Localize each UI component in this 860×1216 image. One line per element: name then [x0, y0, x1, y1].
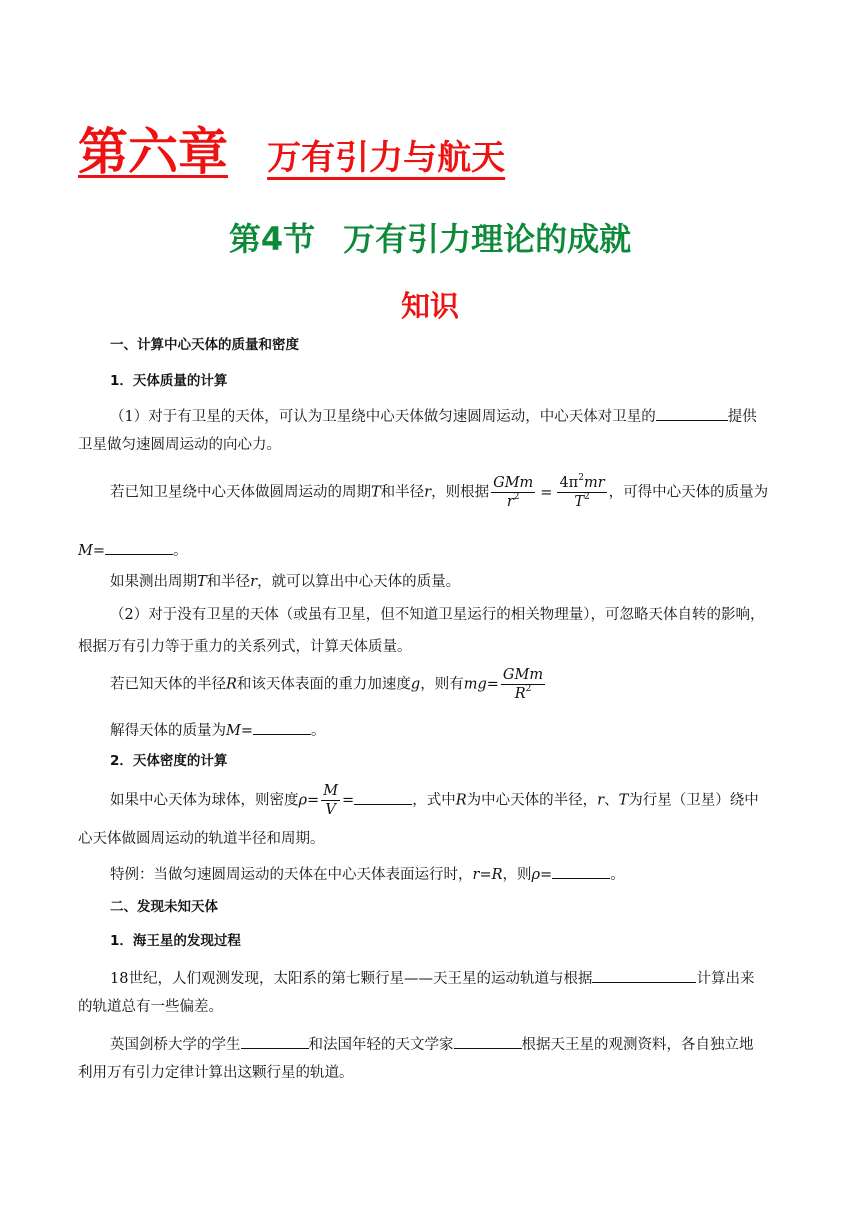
- part2-subheading-neptune: 1．海王星的发现过程: [110, 933, 241, 949]
- fill-blank[interactable]: [656, 406, 728, 421]
- paragraph-1-line-1: （1）对于有卫星的天体，可认为卫星绕中心天体做匀速圆周运动，中心天体对卫星的 提供: [110, 406, 757, 426]
- paragraph-6-formula: 若已知天体的半径R和该天体表面的重力加速度g，则有mg= $\frac{\text{GMm}}{R^2}$: [110, 667, 544, 702]
- chapter-title: 万有引力与航天: [267, 138, 506, 178]
- paragraph-11-line-2: 利用万有引力定律计算出这颗行星的轨道。: [78, 1065, 354, 1081]
- paragraph-1-line-2: 卫星做匀速圆周运动的向心力。: [78, 437, 281, 453]
- paragraph-2-formula: 若已知卫星绕中心天体做圆周运动的周期T和半径r，则根据 $\frac{\text{GMm}}{r^2}$ = $\frac{4\pi^2mr}{T^2}$ ，可得中心天体的质量为: [110, 473, 769, 510]
- fraction-gmm-R2: $\frac{\text{GMm}}{R^2}$: [502, 667, 544, 702]
- section-number: 第4节: [228, 220, 316, 258]
- paragraph-7: 解得天体的质量为M= 。: [110, 720, 326, 740]
- fill-blank[interactable]: [552, 864, 610, 879]
- section-title: 万有引力理论的成就: [343, 220, 632, 258]
- fill-blank[interactable]: [253, 720, 311, 735]
- paragraph-5-line-2: 根据万有引力等于重力的关系列式，计算天体质量。: [78, 639, 412, 655]
- part2-title: 二、发现未知天体: [110, 899, 218, 915]
- fraction-4pi2mr-t2: $\frac{4\pi^2mr}{T^2}$: [559, 473, 605, 510]
- paragraph-8-line-2: 心天体做圆周运动的轨道半径和周期。: [78, 831, 325, 847]
- paragraph-4: 如果测出周期T和半径r，就可以算出中心天体的质量。: [110, 574, 461, 590]
- fill-blank[interactable]: [592, 968, 696, 983]
- fraction-m-v: $\frac{M}{V}$: [323, 783, 339, 818]
- part1-subheading-mass: 1．天体质量的计算: [110, 373, 228, 389]
- paragraph-5-line-1: （2）对于没有卫星的天体（或虽有卫星，但不知道卫星运行的相关物理量），可忽略天体自转的影响，: [110, 607, 765, 623]
- chapter-header: [78, 112, 505, 184]
- fill-blank[interactable]: [454, 1034, 522, 1049]
- section-header: [0, 214, 860, 260]
- paragraph-8-line-1: 如果中心天体为球体，则密度ρ= $\frac{M}{V}$ = ，式中R为中心天体的半径，r、T为行星（卫星）绕中: [110, 783, 759, 818]
- paragraph-11-line-1: 英国剑桥大学的学生 和法国年轻的天文学家 根据天王星的观测资料，各自独立地: [110, 1034, 754, 1054]
- fraction-gmm-r2: $\frac{\text{GMm}}{r^2}$: [493, 475, 534, 510]
- paragraph-10-line-1: 18世纪，人们观测发现，太阳系的第七颗行星——天王星的运动轨道与根据 计算出来: [110, 968, 754, 988]
- paragraph-3-mass-blank: M= 。: [78, 540, 188, 560]
- fill-blank[interactable]: [241, 1034, 309, 1049]
- part1-title: 一、计算中心天体的质量和密度: [110, 337, 299, 353]
- fill-blank[interactable]: [105, 540, 173, 555]
- part1-subheading-density: 2．天体密度的计算: [110, 753, 228, 769]
- fill-blank[interactable]: [354, 790, 412, 805]
- paragraph-10-line-2: 的轨道总有一些偏差。: [78, 999, 223, 1015]
- paragraph-9: 特例：当做匀速圆周运动的天体在中心天体表面运行时，r=R，则ρ= 。: [110, 864, 625, 884]
- chapter-number: 第六章: [78, 123, 228, 181]
- knowledge-heading: 知识: [400, 289, 459, 323]
